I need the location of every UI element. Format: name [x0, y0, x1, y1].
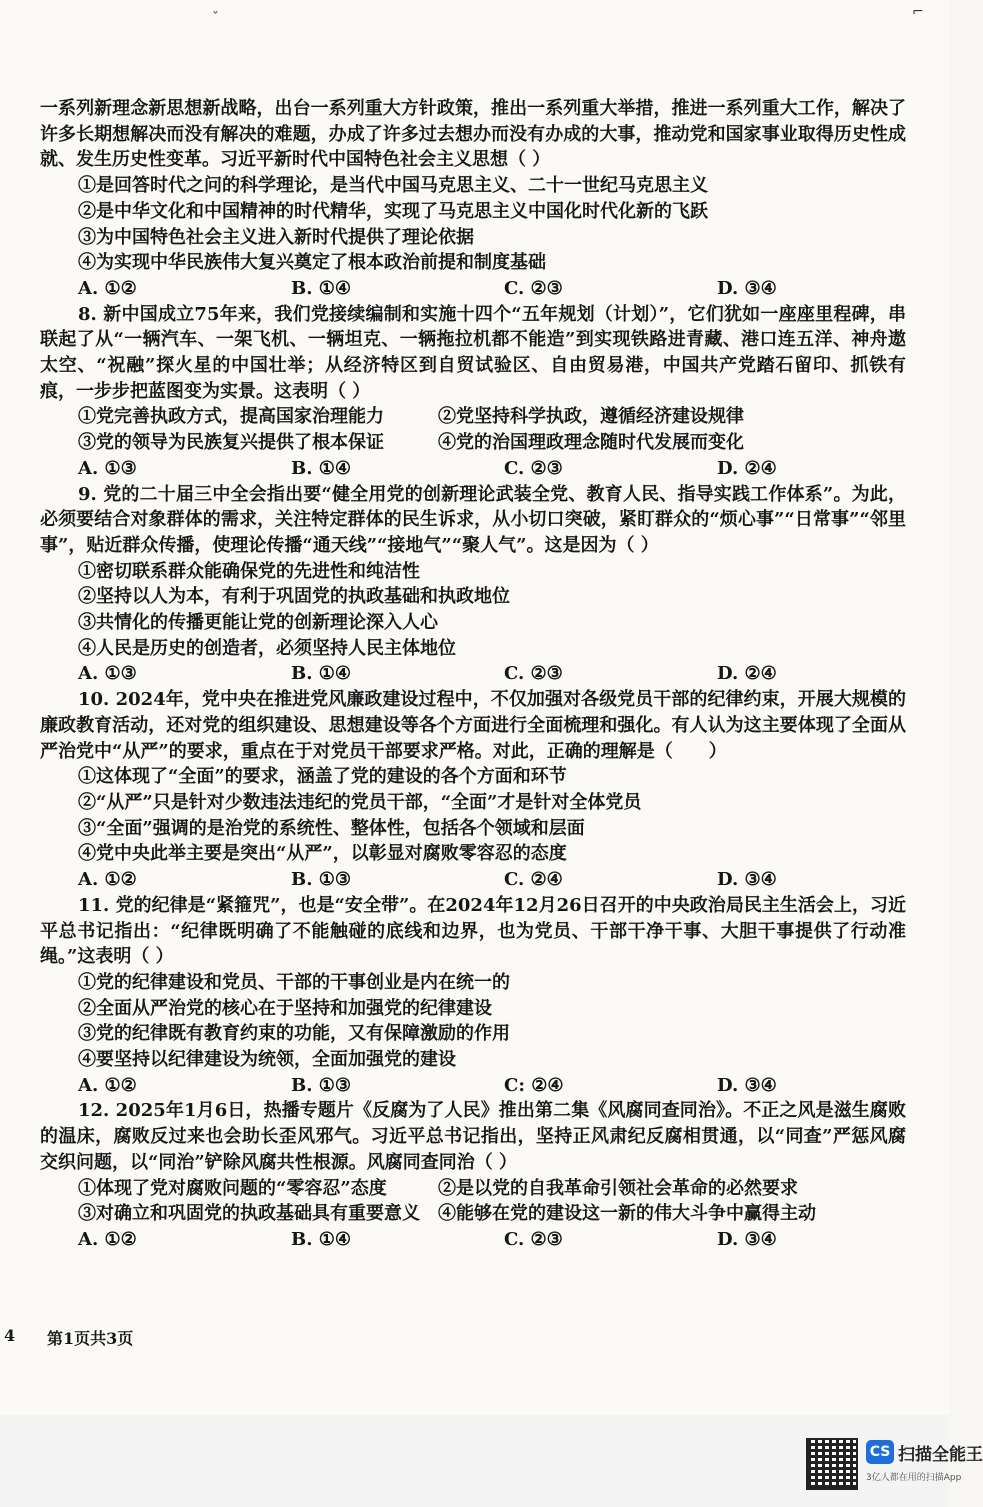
question-7-option: ④为实现中华民族伟大复兴奠定了根本政治前提和制度基础: [78, 252, 546, 274]
page-indicator: 第1页共3页: [47, 1329, 134, 1348]
question-10-option: ③“全面”强调的是治党的系统性、整体性，包括各个领域和层面: [78, 817, 585, 839]
question-8-option: ④党的治国理政理念随时代发展而变化: [438, 432, 744, 454]
question-8-stem: 8. 新中国成立75年来，我们党接续编制和实施十四个“五年规划（计划）”，它们犹如一座座里程碑，串联起了从“一辆汽车、一架飞机、一辆坦克、一辆拖拉机都不能造”到实现铁路进青藏、港口连五洋、神舟遨太空、“祝融”探火星的中国壮举；从经济特区到自贸试验区、自由贸易港，中国共产党踏石留印、抓铁有痕，一步步把蓝图变为实景。这表明（ ）: [40, 303, 906, 402]
question-12-option-row: [40, 1201, 906, 1227]
question-7-option: ①是回答时代之问的科学理论，是当代中国马克思主义、二十一世纪马克思主义: [78, 175, 708, 197]
choice-b: B. ①④: [291, 457, 352, 479]
choice-b: B. ①③: [291, 869, 352, 891]
choice-c: C. ②④: [504, 869, 563, 891]
question-8-option: ②党坚持科学执政，遵循经济建设规律: [438, 406, 744, 428]
choice-b: B. ①④: [291, 277, 352, 299]
choice-c: C. ②③: [504, 663, 563, 685]
question-9-stem: 9. 党的二十届三中全会指出要“健全用党的创新理论武装全党、教育人民、指导实践工作体系”。为此，必须要结合对象群体的需求，关注特定群体的民生诉求，从小切口突破，紧盯群众的“烦心事”“日常事”“邻里事”，贴近群众传播，使理论传播“通天线”“接地气”“聚人气”。这是因为（ ）: [40, 483, 906, 556]
question-12-stem: 12. 2025年1月6日，热播专题片《反腐为了人民》推出第二集《风腐同查同治》。不正之风是滋生腐败的温床，腐败反过来也会助长歪风邪气。习近平总书记指出，坚持正风肃纪反腐相贯通，以“同查”严惩风腐交织问题，以“同治”铲除风腐共性根源。风腐同查同治（ ）: [40, 1100, 906, 1173]
question-12-option: ②是以党的自我革命引领社会革命的必然要求: [438, 1177, 798, 1199]
question-7-stem: 一系列新理念新思想新战略，出台一系列重大方针政策，推出一系列重大举措，推进一系列重大工作，解决了许多长期想解决而没有解决的难题，办成了许多过去想办而没有办成的大事，推动党和国家事业取得历史性成就、发生历史性变革。习近平新时代中国特色社会主义思想（ ）: [40, 98, 906, 171]
choice-d: D. ③④: [717, 869, 777, 891]
question-11-stem: 11. 党的纪律是“紧箍咒”，也是“安全带”。在2024年12月26日召开的中央政治局民主生活会上，习近平总书记指出：“纪律既明确了不能触碰的底线和边界，也为党员、干部干净干事、大胆干事提供了行动准绳。”这表明（ ）: [40, 894, 906, 968]
choice-b: B. ①④: [291, 1228, 352, 1250]
question-12-option: ③对确立和巩固党的执政基础具有重要意义: [78, 1203, 420, 1225]
question-9-option: ②坚持以人为本，有利于巩固党的执政基础和执政地位: [78, 586, 510, 608]
question-8-option-row: [40, 430, 906, 456]
scan-artifact: ⌐: [912, 4, 924, 20]
question-9-option: ①密切联系群众能确保党的先进性和纯洁性: [78, 560, 420, 582]
choice-c: C. ②③: [504, 457, 563, 479]
choice-d: D. ②④: [717, 663, 777, 685]
choice-c: C. ②③: [504, 277, 563, 299]
question-11-option: ②全面从严治党的核心在于坚持和加强党的纪律建设: [78, 997, 492, 1019]
scanner-tagline: 3亿人都在用的扫描App: [866, 1473, 962, 1483]
choice-b: B. ①④: [291, 663, 352, 685]
question-10-option: ①这体现了“全面”的要求，涵盖了党的建设的各个方面和环节: [78, 766, 567, 788]
choice-a: A. ①③: [78, 663, 137, 685]
question-10-option: ④党中央此举主要是突出“从严”，以彰显对腐败零容忍的态度: [78, 843, 567, 865]
question-9-option: ④人民是历史的创造者，必须坚持人民主体地位: [78, 637, 456, 659]
choice-a: A. ①②: [78, 1074, 137, 1096]
scanner-app-name: 扫描全能王: [898, 1445, 983, 1465]
question-12-option: ④能够在党的建设这一新的伟大斗争中赢得主动: [438, 1203, 816, 1225]
choice-d: D. ③④: [717, 277, 777, 299]
choice-d: D. ③④: [717, 1228, 777, 1250]
camscanner-logo-icon: CS: [866, 1440, 894, 1464]
choice-d: D. ②④: [717, 457, 777, 479]
choice-a: A. ①③: [78, 457, 137, 479]
question-8-choices: [40, 456, 906, 482]
question-11-option: ③党的纪律既有教育约束的功能，又有保障激励的作用: [78, 1023, 510, 1045]
question-8-option: ③党的领导为民族复兴提供了根本保证: [78, 432, 384, 454]
question-11-option: ①党的纪律建设和党员、干部的干事创业是内在统一的: [78, 971, 510, 993]
question-10-stem: 10. 2024年，党中央在推进党风廉政建设过程中，不仅加强对各级党员干部的纪律约束，开展大规模的廉政教育活动，还对党的组织建设、思想建设等各个方面进行全面梳理和强化。有人认为这主要体现了全面从严治党中“从严”的要求，重点在于对党员干部要求严格。对此，正确的理解是（ ）: [40, 689, 906, 762]
question-7-choices: [40, 276, 906, 302]
question-11-choices: [40, 1073, 906, 1099]
choice-a: A. ①②: [78, 277, 137, 299]
question-8-option-row: [40, 404, 906, 430]
question-12-option: ①体现了党对腐败问题的“零容忍”态度: [78, 1177, 387, 1199]
choice-a: A. ①②: [78, 1228, 137, 1250]
question-7-option: ③为中国特色社会主义进入新时代提供了理论依据: [78, 226, 474, 248]
choice-b: B. ①③: [291, 1074, 352, 1096]
question-7-option: ②是中华文化和中国精神的时代精华，实现了马克思主义中国化时代化新的飞跃: [78, 200, 708, 222]
choice-a: A. ①②: [78, 869, 137, 891]
qr-code-icon: [806, 1438, 858, 1490]
question-9-choices: [40, 661, 906, 687]
question-block: [40, 96, 906, 1253]
question-9-option: ③共情化的传播更能让党的创新理论深入人心: [78, 612, 438, 634]
question-10-option: ②“从严”只是针对少数违法违纪的党员干部，“全面”才是针对全体党员: [78, 791, 642, 813]
page-number: 4: [4, 1326, 16, 1345]
question-11-option: ④要坚持以纪律建设为统领，全面加强党的建设: [78, 1049, 456, 1071]
scan-artifact: ˇ: [212, 10, 219, 26]
choice-c: C. ②③: [504, 1228, 563, 1250]
choice-d: D. ③④: [717, 1074, 777, 1096]
choice-c: C: ②④: [504, 1074, 564, 1096]
question-10-choices: [40, 867, 906, 893]
question-12-option-row: [40, 1176, 906, 1202]
question-12-choices: [40, 1227, 906, 1253]
question-8-option: ①党完善执政方式，提高国家治理能力: [78, 406, 384, 428]
